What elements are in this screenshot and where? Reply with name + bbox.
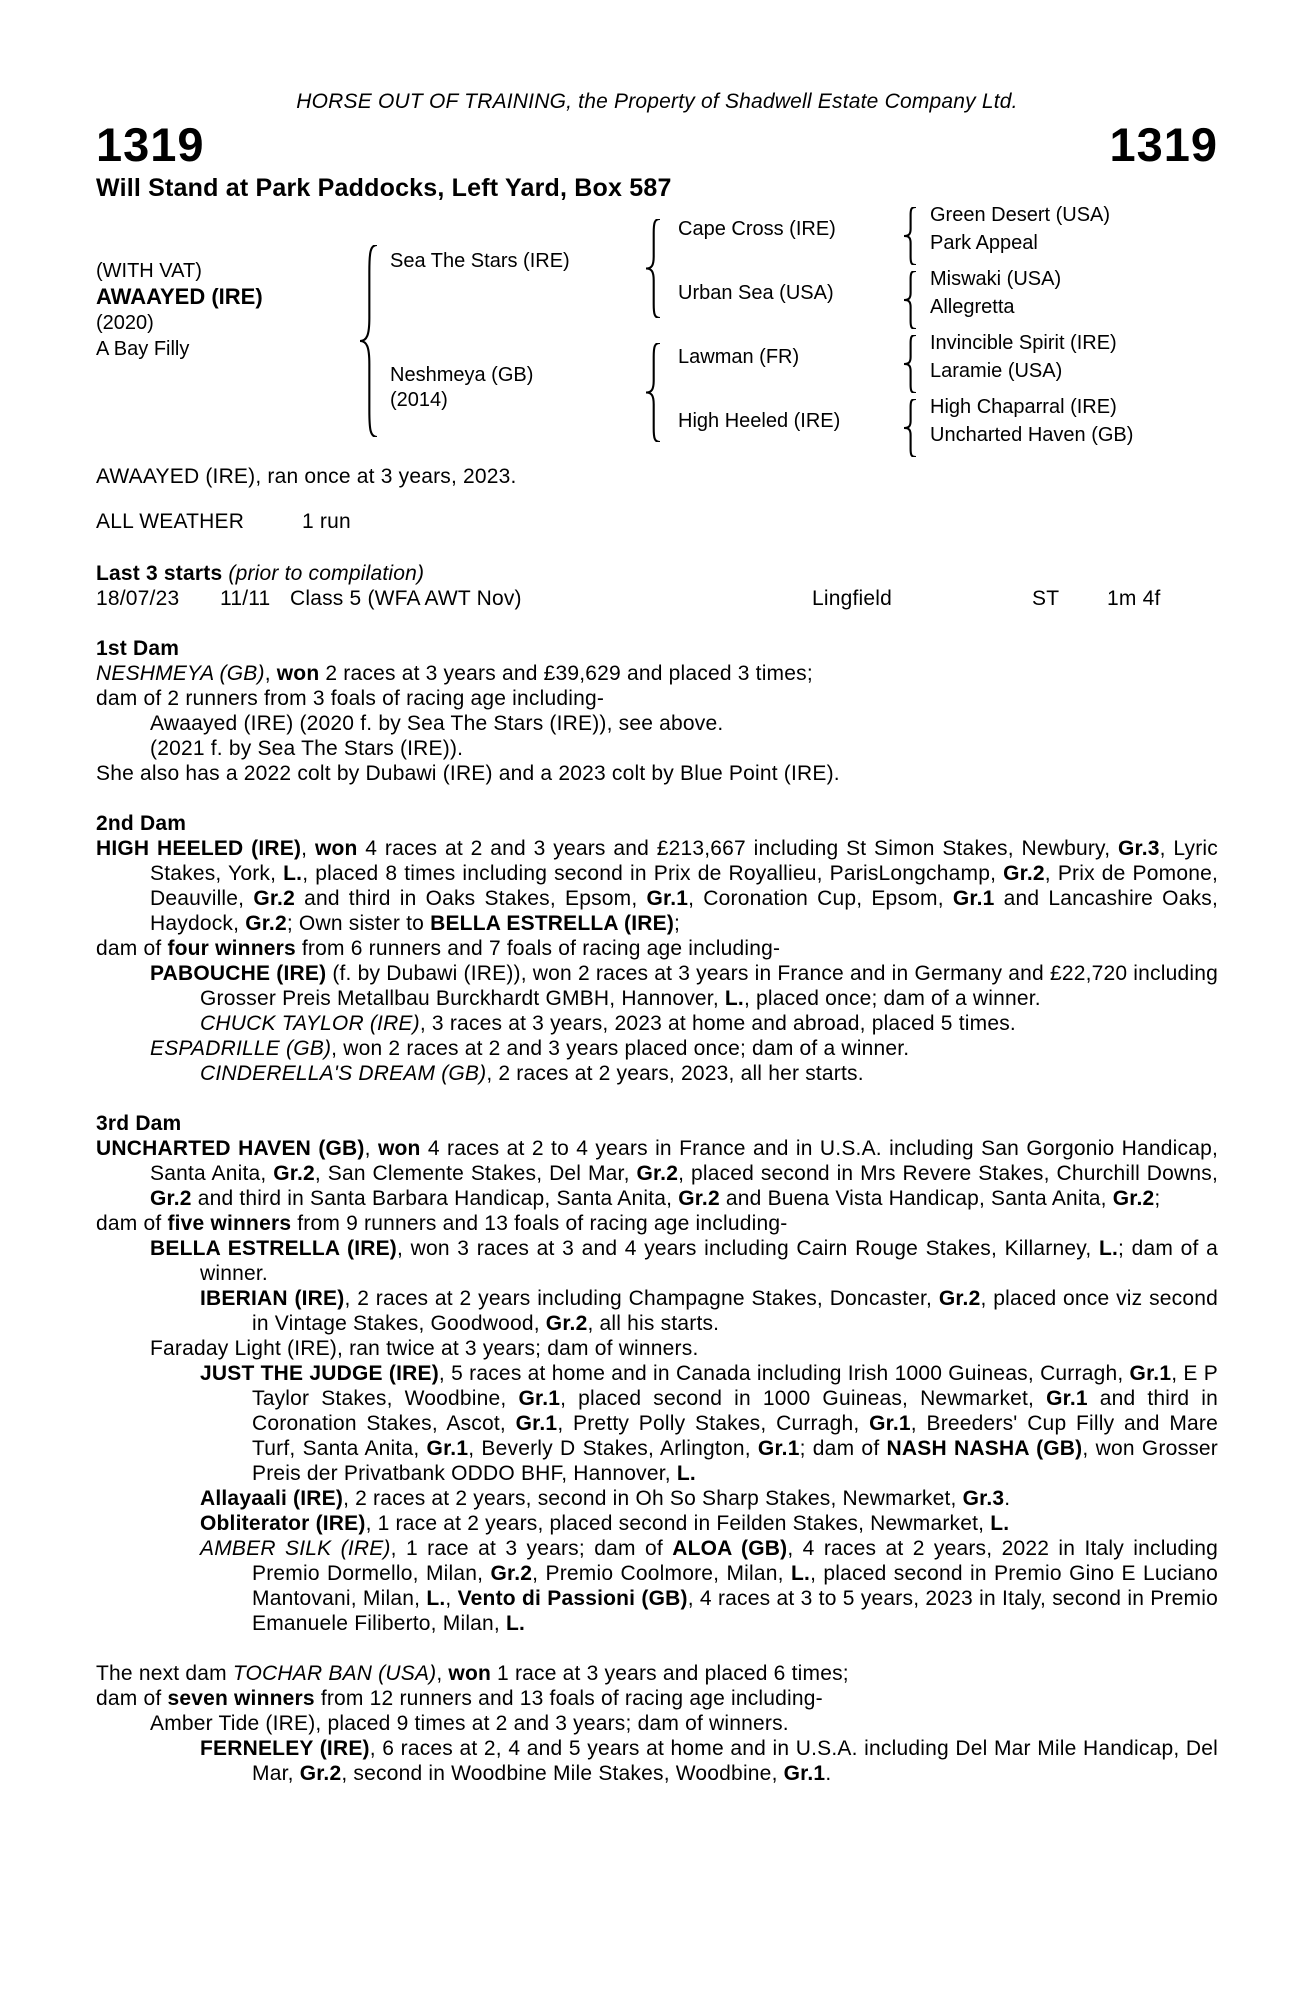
catalog-paragraph: PABOUCHE (IRE) (f. by Dubawi (IRE)), won 2 races at 3 years in France and in Germany and £22,720 including Grosser Preis Metallbau Burckhardt GMBH, Hannover, L., placed once; dam of a winner. [150, 962, 1219, 1010]
catalog-paragraph: NESHMEYA (GB), won 2 races at 3 years and £39,629 and placed 3 times; [96, 662, 813, 685]
start-date: 18/07/23 [96, 587, 180, 610]
pedigree-chart [0, 0, 1314, 470]
catalog-paragraph: dam of five winners from 9 runners and 13 foals of racing age including- [96, 1212, 788, 1235]
dam-section [96, 636, 1218, 786]
catalog-paragraph: JUST THE JUDGE (IRE), 5 races at home and in Canada including Irish 1000 Guineas, Curragh, Gr.1, E P Taylor Stakes, Woodbine, Gr.1, placed second in 1000 Guineas, Newmarket, Gr.1 and third in Coronation Stakes, Ascot, Gr.1, Pretty Polly Stakes, Curragh, Gr.1, Breeders' Cup Filly and Mare Turf, Santa Anita, Gr.1, Beverly D Stakes, Arlington, Gr.1; dam of NASH NASHA (GB), won Grosser Preis der Privatbank ODDO BHF, Hannover, L. [200, 1362, 1218, 1485]
catalog-paragraph: AMBER SILK (IRE), 1 race at 3 years; dam of ALOA (GB), 4 races at 2 years, 2022 in Italy including Premio Dormello, Milan, Gr.2, Premio Coolmore, Milan, L., placed second in Premio Gino E Luciano Mantovani, Milan, L., Vento di Passioni (GB), 4 races at 3 to 5 years, 2023 in Italy, second in Premio Emanuele Filiberto, Milan, L. [200, 1537, 1218, 1635]
lot-number-left: 1319 [96, 118, 205, 171]
dam-heading: 1st Dam [96, 637, 180, 660]
last-starts-row [96, 561, 1218, 586]
catalog-paragraph: IBERIAN (IRE), 2 races at 2 years including Champagne Stakes, Doncaster, Gr.2, placed once viz second in Vintage Stakes, Goodwood, Gr.2, all his starts. [200, 1287, 1219, 1335]
catalog-paragraph: HIGH HEELED (IRE), won 4 races at 2 and 3 years and £213,667 including St Simon Stakes, Newbury, Gr.3, Lyric Stakes, York, L., placed 8 times including second in Prix de Royallieu, ParisLongchamp, Gr.2, Prix de Pomone, Deauville, Gr.2 and third in Oaks Stakes, Epsom, Gr.1, Coronation Cup, Epsom, Gr.1 and Lancashire Oaks, Haydock, Gr.2; Own sister to BELLA ESTRELLA (IRE); [96, 837, 1219, 935]
sire-name: Sea The Stars (IRE) [390, 250, 570, 272]
stand-location: Will Stand at Park Paddocks, Left Yard, Box 587 [96, 174, 672, 202]
catalog-paragraph: CHUCK TAYLOR (IRE), 3 races at 3 years, 2023 at home and abroad, placed 5 times. [200, 1012, 1016, 1035]
ancestor-name: Green Desert (USA) [930, 204, 1111, 226]
catalog-paragraph: The next dam TOCHAR BAN (USA), won 1 race at 3 years and placed 6 times; [96, 1662, 849, 1685]
catalog-paragraph: UNCHARTED HAVEN (GB), won 4 races at 2 to 4 years in France and in U.S.A. including San Gorgonio Handicap, Santa Anita, Gr.2, San Clemente Stakes, Del Mar, Gr.2, placed second in Mrs Revere Stakes, Churchill Downs, Gr.2 and third in Santa Barbara Handicap, Santa Anita, Gr.2 and Buena Vista Handicap, Santa Anita, Gr.2; [96, 1137, 1218, 1210]
ancestor-name: Invincible Spirit (IRE) [930, 332, 1117, 354]
catalog-paragraph: dam of 2 runners from 3 foals of racing age including- [96, 687, 605, 710]
race-start-row [96, 586, 1218, 611]
dam-birth-year: (2014) [390, 389, 448, 411]
race-summary: AWAAYED (IRE), ran once at 3 years, 2023. [96, 465, 517, 488]
lot-number-right: 1319 [1109, 118, 1218, 171]
dam-section [96, 811, 1218, 1086]
catalog-paragraph: Obliterator (IRE), 1 race at 2 years, placed second in Feilden Stakes, Newmarket, L. [200, 1512, 1010, 1535]
catalog-paragraph: ESPADRILLE (GB), won 2 races at 2 and 3 years placed once; dam of a winner. [150, 1037, 910, 1060]
last-starts-note: (prior to compilation) [228, 562, 425, 585]
runs-count: 1 run [302, 510, 351, 533]
horse-name: AWAAYED (IRE) [96, 284, 263, 309]
granddam-name: Urban Sea (USA) [678, 282, 834, 304]
pedigree-brace-gen3 [904, 271, 916, 329]
pedigree-brace-main [360, 245, 377, 437]
grandsire-name: Lawman (FR) [678, 346, 800, 368]
catalog-paragraph: dam of four winners from 6 runners and 7 foals of racing age including- [96, 937, 781, 960]
dam-heading: 2nd Dam [96, 812, 187, 835]
dam-heading: 3rd Dam [96, 1112, 182, 1135]
ancestor-name: High Chaparral (IRE) [930, 396, 1117, 418]
pedigree-brace-dam [646, 343, 660, 442]
catalog-paragraph: She also has a 2022 colt by Dubawi (IRE) and a 2023 colt by Blue Point (IRE). [96, 762, 840, 785]
ancestor-name: Laramie (USA) [930, 360, 1063, 382]
surface-row [96, 509, 1218, 534]
pedigree-brace-gen3 [904, 335, 916, 393]
ancestor-name: Park Appeal [930, 232, 1038, 254]
ancestor-name: Uncharted Haven (GB) [930, 424, 1134, 446]
horse-birth-year: (2020) [96, 312, 154, 334]
catalog-paragraph: FERNELEY (IRE), 6 races at 2, 4 and 5 years at home and in U.S.A. including Del Mar Mile Handicap, Del Mar, Gr.2, second in Woodbine Mile Stakes, Woodbine, Gr.1. [200, 1737, 1218, 1785]
catalog-paragraph: Awaayed (IRE) (2020 f. by Sea The Stars (IRE)), see above. [150, 712, 724, 735]
catalog-paragraph: CINDERELLA'S DREAM (GB), 2 races at 2 years, 2023, all her starts. [200, 1062, 864, 1085]
start-race-class: Class 5 (WFA AWT Nov) [290, 587, 522, 610]
ancestor-name: Allegretta [930, 296, 1015, 318]
dam-sections [96, 636, 1218, 1786]
pedigree-brace-gen3 [904, 207, 916, 265]
vat-note: (WITH VAT) [96, 260, 202, 282]
start-distance: 1m 4f [1107, 587, 1161, 610]
surface-label: ALL WEATHER [96, 510, 245, 533]
catalog-body [96, 464, 1218, 1786]
catalog-paragraph: Amber Tide (IRE), placed 9 times at 2 and 3 years; dam of winners. [150, 1712, 789, 1735]
start-course: Lingfield [812, 587, 893, 610]
granddam-name: High Heeled (IRE) [678, 410, 841, 432]
dam-name: Neshmeya (GB) [390, 364, 534, 386]
horse-description: A Bay Filly [96, 338, 190, 360]
pedigree-brace-sire [646, 219, 660, 318]
catalog-paragraph: dam of seven winners from 12 runners and 13 foals of racing age including- [96, 1687, 823, 1710]
catalog-paragraph: (2021 f. by Sea The Stars (IRE)). [150, 737, 464, 760]
last-starts-label: Last 3 starts [96, 562, 223, 585]
ancestor-name: Miswaki (USA) [930, 268, 1062, 290]
dam-section [96, 1111, 1218, 1636]
start-going: ST [1032, 587, 1060, 610]
catalog-paragraph: BELLA ESTRELLA (IRE), won 3 races at 3 and 4 years including Cairn Rouge Stakes, Killarney, L.; dam of a winner. [150, 1237, 1218, 1285]
catalog-paragraph: Allayaali (IRE), 2 races at 2 years, second in Oh So Sharp Stakes, Newmarket, Gr.3. [200, 1487, 1011, 1510]
pedigree-brace-gen3 [904, 399, 916, 457]
dam-section [96, 1661, 1218, 1786]
catalog-paragraph: Faraday Light (IRE), ran twice at 3 years; dam of winners. [150, 1337, 699, 1360]
grandsire-name: Cape Cross (IRE) [678, 218, 836, 240]
page-header-title: HORSE OUT OF TRAINING, the Property of Shadwell Estate Company Ltd. [296, 90, 1018, 113]
start-finish-position: 11/11 [220, 587, 271, 610]
